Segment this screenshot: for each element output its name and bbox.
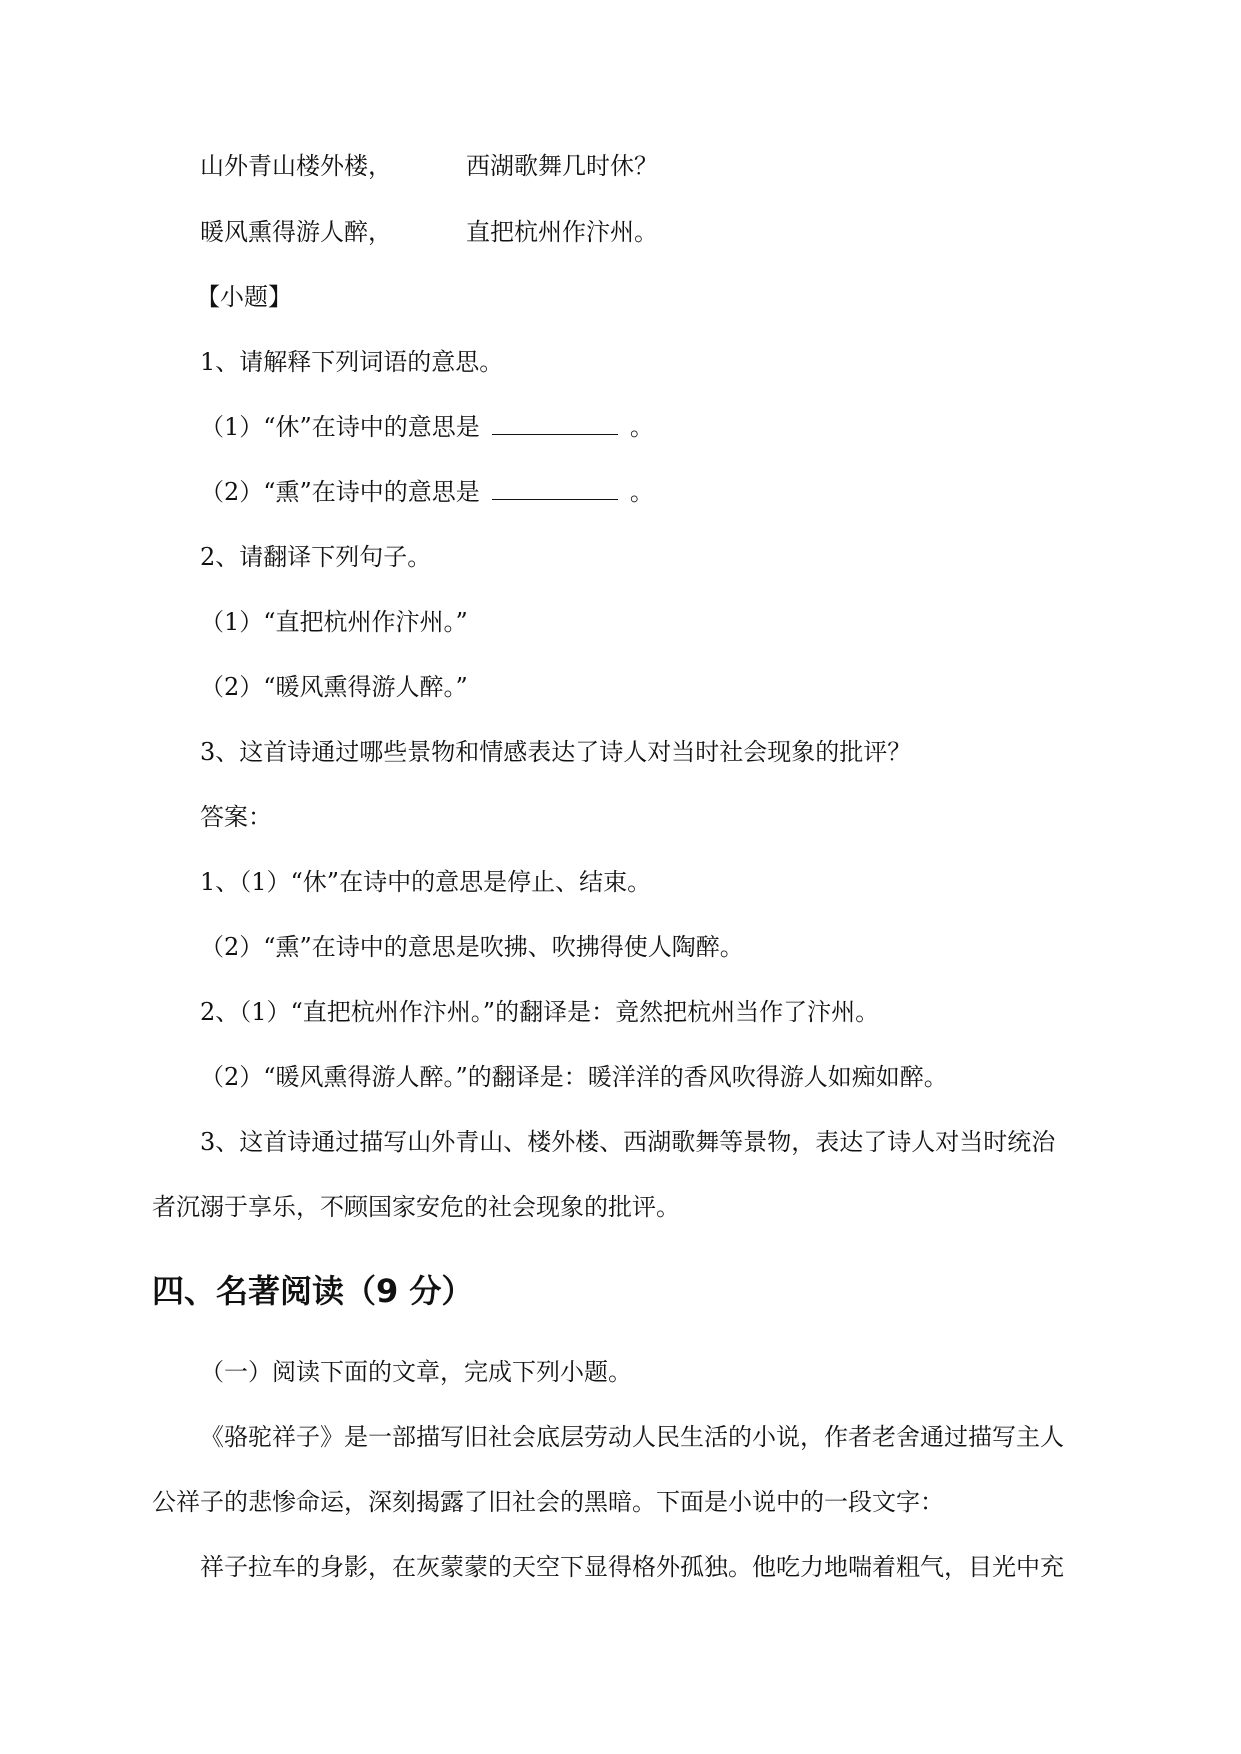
question-1-2-end: 。 (629, 478, 654, 506)
answer-1-1: 1、（1）“休”在诗中的意思是停止、结束。 (200, 868, 652, 896)
question-1: 1、请解释下列词语的意思。 (200, 348, 504, 376)
answer-2-2: （2）“暖风熏得游人醉。”的翻译是：暖洋洋的香风吹得游人如痴如醉。 (200, 1063, 948, 1091)
answer-3-line2: 者沉溺于享乐，不顾国家安危的社会现象的批评。 (152, 1193, 680, 1221)
answer-blank (492, 477, 618, 500)
question-1-1 (200, 411, 654, 443)
question-1-2 (200, 476, 654, 508)
section-heading: 四、名著阅读（9 分） (152, 1272, 474, 1310)
question-2: 2、请翻译下列句子。 (200, 543, 432, 571)
question-2-2: （2）“暖风熏得游人醉。” (200, 673, 468, 701)
paragraph-2-line1: 祥子拉车的身影，在灰蒙蒙的天空下显得格外孤独。他吃力地喘着粗气，目光中充 (200, 1553, 1064, 1581)
question-1-1-text: （1）“休”在诗中的意思是 (200, 413, 480, 441)
poem-line2-second: 直把杭州作汴州。 (466, 218, 658, 246)
question-1-2-text: （2）“熏”在诗中的意思是 (200, 478, 480, 506)
paragraph-1-line2: 公祥子的悲惨命运，深刻揭露了旧社会的黑暗。下面是小说中的一段文字： (152, 1488, 944, 1516)
section-intro: （一）阅读下面的文章，完成下列小题。 (200, 1358, 632, 1386)
answer-blank (492, 412, 618, 435)
answer-3-line1: 3、这首诗通过描写山外青山、楼外楼、西湖歌舞等景物，表达了诗人对当时统治 (200, 1128, 1056, 1156)
question-1-1-end: 。 (629, 413, 654, 441)
poem-line1-second: 西湖歌舞几时休？ (466, 152, 658, 180)
questions-label: 【小题】 (196, 283, 292, 311)
answer-1-2: （2）“熏”在诗中的意思是吹拂、吹拂得使人陶醉。 (200, 933, 744, 961)
poem-line2-first: 暖风熏得游人醉， (200, 218, 392, 246)
question-2-1: （1）“直把杭州作汴州。” (200, 608, 468, 636)
poem-line1-first: 山外青山楼外楼， (200, 152, 392, 180)
paragraph-1-line1: 《骆驼祥子》是一部描写旧社会底层劳动人民生活的小说，作者老舍通过描写主人 (200, 1423, 1064, 1451)
answers-label: 答案： (200, 803, 272, 831)
answer-2-1: 2、（1）“直把杭州作汴州。”的翻译是：竟然把杭州当作了汴州。 (200, 998, 880, 1026)
question-3: 3、这首诗通过哪些景物和情感表达了诗人对当时社会现象的批评？ (200, 738, 912, 766)
